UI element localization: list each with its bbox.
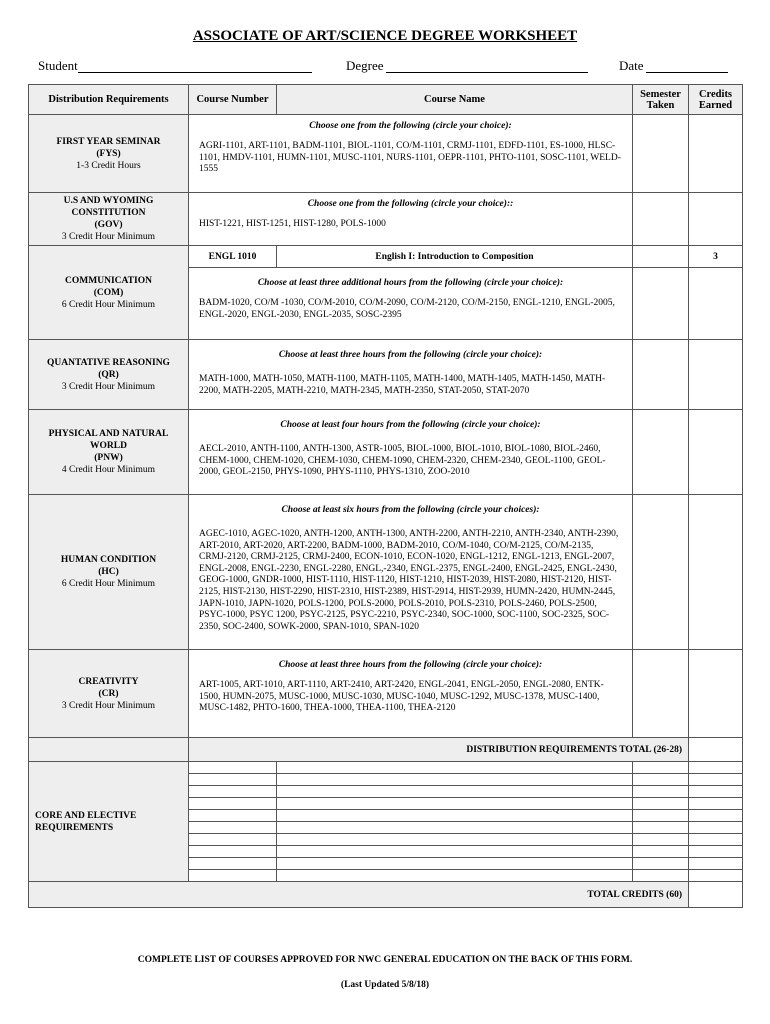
semester-cell[interactable] [633, 774, 689, 786]
col-credits: Credits Earned [689, 85, 743, 115]
course-list[interactable]: AGRI-1101, ART-1101, BADM-1101, BIOL-1101, CO/M-1101, CRMJ-1101, EDFD-1101, ES-1000, HLSC-1101, HMDV-1101, HUMN-1101, MUSC-1101, NURS-1101, OEPR-1101, PHTO-1101, SOSC-1101, WELD-1555 [199, 141, 621, 175]
section-name: QUANTATIVE REASONING [47, 357, 170, 368]
semester-cell[interactable] [633, 870, 689, 882]
course-number-cell[interactable] [189, 834, 277, 846]
core-title: CORE AND ELECTIVE REQUIREMENTS [35, 810, 137, 833]
section-row [29, 410, 743, 495]
section-gov [29, 193, 189, 246]
col-course-name: Course Name [277, 85, 633, 115]
course-number-cell[interactable] [189, 858, 277, 870]
header-row [29, 85, 743, 115]
credits-cell[interactable] [689, 410, 743, 495]
col-distribution: Distribution Requirements [29, 85, 189, 115]
course-number-cell[interactable] [189, 786, 277, 798]
last-updated: (Last Updated 5/8/18) [340, 980, 430, 990]
course-number-cell[interactable] [189, 846, 277, 858]
credits-cell[interactable] [689, 495, 743, 650]
course-list[interactable]: ART-1005, ART-1010, ART-1110, ART-2410, ART-2420, ENGL-2041, ENGL-2050, ENGL-2080, ENTK-1500, HUMN-2075, MUSC-1000, MUSC-1030, MUSC-1040, MUSC-1292, MUSC-1378, MUSC-1400, MUSC-1482, PHTO-1600, THEA-1000, THEA-1100, THEA-2120 [199, 680, 604, 714]
section-com [29, 246, 189, 340]
course-number-cell[interactable] [189, 798, 277, 810]
course-name-cell[interactable] [277, 786, 633, 798]
course-options [189, 495, 633, 650]
credits-cell[interactable] [689, 650, 743, 738]
semester-cell[interactable] [633, 340, 689, 410]
credits-cell[interactable] [689, 798, 743, 810]
fixed-course-row [29, 246, 743, 268]
course-name-cell[interactable] [277, 810, 633, 822]
section-credits: 3 Credit Hour Minimum [61, 700, 156, 711]
credits-cell[interactable] [689, 115, 743, 193]
section-row [29, 495, 743, 650]
course-name-cell[interactable] [277, 762, 633, 774]
choose-instruction: Choose at least three hours from the following (circle your choice): [278, 350, 543, 360]
section-row [29, 193, 743, 246]
section-name: FIRST YEAR SEMINAR [56, 136, 161, 147]
credits-cell[interactable] [689, 774, 743, 786]
credits-cell[interactable] [689, 870, 743, 882]
course-number-cell[interactable] [189, 810, 277, 822]
course-list[interactable]: HIST-1221, HIST-1251, HIST-1280, POLS-1000 [199, 219, 386, 229]
semester-cell[interactable] [633, 834, 689, 846]
course-name-cell[interactable] [277, 798, 633, 810]
semester-cell[interactable] [633, 798, 689, 810]
credits-cell[interactable] [689, 858, 743, 870]
course-options [189, 268, 633, 340]
degree-field[interactable] [386, 72, 588, 73]
course-name-cell[interactable] [277, 822, 633, 834]
section-row [29, 340, 743, 410]
credits-cell[interactable] [689, 822, 743, 834]
section-code: (GOV) [94, 220, 123, 230]
student-field[interactable] [78, 72, 312, 73]
semester-cell[interactable] [633, 650, 689, 738]
course-number-cell[interactable] [189, 774, 277, 786]
section-name: COMMUNICATION [65, 275, 152, 286]
credits-cell[interactable] [689, 268, 743, 340]
section-credits: 6 Credit Hour Minimum [61, 579, 156, 589]
semester-cell[interactable] [633, 268, 689, 340]
distribution-total-value[interactable] [689, 738, 743, 762]
section-name: PHYSICAL AND NATURAL WORLD [48, 429, 169, 451]
section-name: CREATIVITY [78, 676, 139, 687]
col-course-number: Course Number [189, 85, 277, 115]
credits-cell[interactable] [689, 834, 743, 846]
semester-cell[interactable] [633, 858, 689, 870]
course-options [189, 115, 633, 193]
semester-cell[interactable] [633, 822, 689, 834]
section-pnw [29, 410, 189, 495]
worksheet-table [28, 84, 743, 908]
choose-instruction: Choose at least three additional hours from the following (circle your choice): [257, 278, 564, 288]
section-row [29, 650, 743, 738]
blank-cell [29, 738, 189, 762]
section-code: (HC) [98, 567, 119, 577]
section-code: (QR) [98, 369, 119, 380]
fixed-course-number: ENGL 1010 [189, 246, 277, 268]
section-name: U.S AND WYOMING CONSTITUTION [63, 196, 154, 218]
distribution-total-row [29, 738, 743, 762]
section-row [29, 115, 743, 193]
choose-instruction: Choose at least four hours from the following (circle your choice): [280, 420, 541, 430]
course-number-cell[interactable] [189, 822, 277, 834]
credits-cell[interactable] [689, 340, 743, 410]
degree-label: Degree [346, 58, 384, 73]
course-list[interactable]: MATH-1000, MATH-1050, MATH-1100, MATH-1105, MATH-1400, MATH-1405, MATH-1450, MATH-2200, MATH-2205, MATH-2210, MATH-2345, MATH-2350, STAT-2050, STAT-2070 [199, 374, 606, 396]
choose-instruction: Choose one from the following (circle your choice): [309, 121, 512, 131]
student-label: Student [38, 58, 78, 73]
distribution-total-label: DISTRIBUTION REQUIREMENTS TOTAL (26-28) [189, 738, 689, 762]
course-name-cell[interactable] [277, 846, 633, 858]
section-credits: 4 Credit Hour Minimum [61, 465, 156, 475]
fixed-course-credits: 3 [689, 246, 743, 268]
credits-cell[interactable] [689, 846, 743, 858]
semester-cell[interactable] [633, 786, 689, 798]
total-credits-value[interactable] [689, 882, 743, 908]
section-code: (PNW) [94, 453, 123, 463]
course-options [189, 193, 633, 246]
choose-instruction: Choose at least six hours from the following (circle your choices): [281, 505, 540, 515]
section-code: (CR) [98, 688, 119, 699]
credits-cell[interactable] [689, 810, 743, 822]
course-list[interactable]: AGEC-1010, AGEC-1020, ANTH-1200, ANTH-1300, ANTH-2200, ANTH-2210, ANTH-2340, ANTH-2390, ART-2010, ART-2020, ART-2200, BADM-1000, BADM-2010, CO/M-1040, CO/M-2125, CO/M-2135, CRMJ-2120, CRMJ-2125, CRMJ-2400, ECON-1010, ECON-1020, ENGL-1212, ENGL-1213, ENGL-2007, ENGL-2008, ENGL-2230, ENGL-2280, ENGL,-2340, ENGL-2375, ENGL-2400, ENGL-2425, ENGL-2430, GEOG-1000, GNDR-1000, HIST-1110, HIST-1120, HIST-1210, HIST-2039, HIST-2080, HIST-2120, HIST-2125, HIST-2130, HIST-2290, HIST-2310, HIST-2389, HIST-2914, HIST-2939, HUMN-2420, HUMN-2445, JAPN-1010, JAPN-1020, POLS-1200, POLS-2000, POLS-2010, POLS-2310, POLS-2460, POLS-2500, PSYC-1000, PSYC 1200, PSYC-2125, PSYC-2210, PSYC-2340, SOC-1000, SOC-1100, SOC-2325, SOC-2350, SOC-2400, SOWK-2000, SPAN-1010, SPAN-1020 [199, 529, 619, 632]
section-name: HUMAN CONDITION [60, 555, 157, 565]
core-elective-label [29, 762, 189, 882]
core-row [29, 762, 743, 774]
date-label: Date [619, 58, 644, 73]
semester-cell[interactable] [633, 115, 689, 193]
section-credits: 6 Credit Hour Minimum [61, 299, 156, 310]
course-number-cell[interactable] [189, 870, 277, 882]
col-semester: Semester Taken [633, 85, 689, 115]
semester-cell[interactable] [633, 495, 689, 650]
section-credits: 3 Credit Hour Minimum [61, 381, 156, 392]
course-options [189, 410, 633, 495]
page-title: ASSOCIATE OF ART/SCIENCE DEGREE WORKSHEET [192, 28, 578, 44]
fixed-course-name: English I: Introduction to Composition [277, 246, 633, 268]
semester-cell[interactable] [633, 193, 689, 246]
course-number-cell[interactable] [189, 762, 277, 774]
semester-cell[interactable] [633, 410, 689, 495]
course-name-cell[interactable] [277, 870, 633, 882]
course-name-cell[interactable] [277, 858, 633, 870]
semester-cell[interactable] [633, 246, 689, 268]
footer-note: COMPLETE LIST OF COURSES APPROVED FOR NWC GENERAL EDUCATION ON THE BACK OF THIS FORM. [137, 955, 633, 965]
total-credits-label: TOTAL CREDITS (60) [29, 882, 689, 908]
section-fys [29, 115, 189, 193]
section-hc [29, 495, 189, 650]
course-options [189, 340, 633, 410]
course-name-cell[interactable] [277, 834, 633, 846]
choose-instruction: Choose at least three hours from the following (circle your choice): [278, 660, 543, 670]
choose-instruction: Choose one from the following (circle your choice):: [307, 199, 514, 209]
section-code: (FYS) [96, 148, 121, 159]
course-list[interactable]: AECL-2010, ANTH-1100, ANTH-1300, ASTR-1005, BIOL-1000, BIOL-1010, BIOL-1080, BIOL-2460, CHEM-1000, CHEM-1020, CHEM-1030, CHEM-1090, CHEM-2320, CHEM-2340, GEOL-1100, GEOL-2000, GEOL-2150, PHYS-1090, PHYS-1110, PHYS-1310, ZOO-2010 [199, 444, 606, 478]
semester-cell[interactable] [633, 762, 689, 774]
course-options [189, 650, 633, 738]
section-credits: 3 Credit Hour Minimum [61, 232, 156, 242]
section-cr [29, 650, 189, 738]
course-name-cell[interactable] [277, 774, 633, 786]
section-code: (COM) [93, 287, 124, 298]
credits-cell[interactable] [689, 193, 743, 246]
credits-cell[interactable] [689, 762, 743, 774]
section-qr [29, 340, 189, 410]
date-field[interactable] [646, 72, 728, 73]
section-credits: 1-3 Credit Hours [76, 160, 141, 171]
semester-cell[interactable] [633, 810, 689, 822]
credits-cell[interactable] [689, 786, 743, 798]
semester-cell[interactable] [633, 846, 689, 858]
course-list[interactable]: BADM-1020, CO/M -1030, CO/M-2010, CO/M-2090, CO/M-2120, CO/M-2150, ENGL-1210, ENGL-2005, ENGL-2020, ENGL-2030, ENGL-2035, SOSC-2395 [199, 298, 615, 320]
total-credits-row [29, 882, 743, 908]
